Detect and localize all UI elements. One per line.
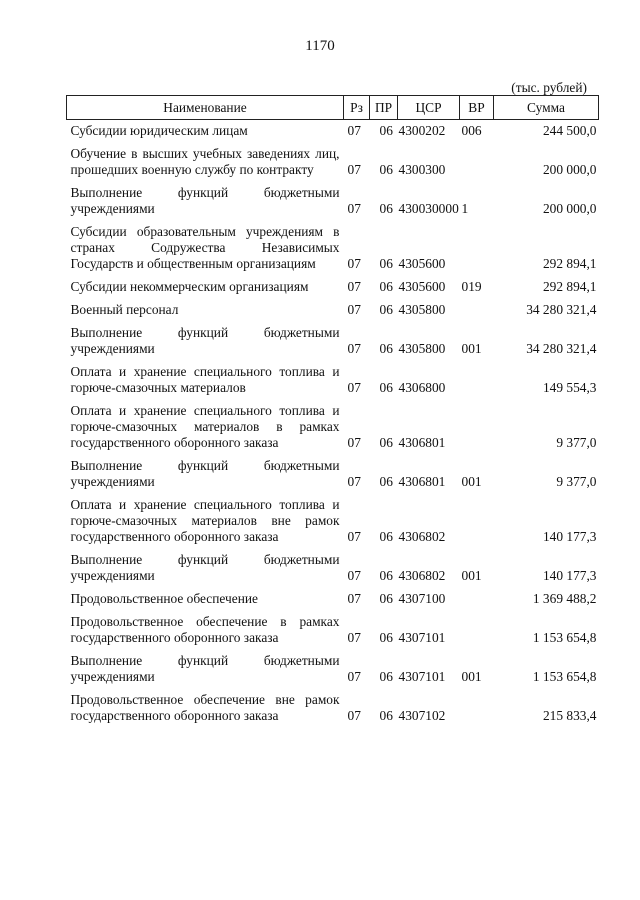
cell-vr: 006: [461, 123, 482, 138]
cell-vr: 001: [461, 341, 482, 356]
cell-pr: 06: [379, 201, 393, 216]
cell-rz: 07: [347, 474, 361, 489]
table-row: [67, 276, 599, 299]
table-row: [67, 455, 599, 494]
cell-sum: 34 280 321,4: [526, 302, 597, 317]
table-row: [67, 650, 599, 689]
cell-rz: 07: [347, 630, 361, 645]
table-row: [67, 494, 599, 549]
cell-rz: 07: [347, 201, 361, 216]
cell-rz: 07: [347, 162, 361, 177]
cell-name: Оплата и хранение специального топлива и горюче-смазочных материалов вне рамок государственного оборонного заказа: [70, 497, 340, 544]
cell-pr: 06: [379, 256, 393, 271]
cell-vr: 019: [461, 279, 482, 294]
cell-rz: 07: [347, 279, 361, 294]
cell-sum: 292 894,1: [542, 256, 597, 271]
cell-pr: 06: [379, 529, 393, 544]
table-row: [67, 549, 599, 588]
cell-pr: 06: [379, 669, 393, 684]
cell-sum: 140 177,3: [542, 529, 597, 544]
cell-rz: 07: [347, 435, 361, 450]
cell-sum: 1 153 654,8: [532, 669, 597, 684]
cell-name: Военный персонал: [70, 302, 179, 317]
cell-pr: 06: [379, 279, 393, 294]
header-pr: ПР: [370, 96, 398, 120]
table-row: [67, 221, 599, 276]
cell-vr: [460, 689, 494, 728]
table-row: [67, 588, 599, 611]
cell-name: Продовольственное обеспечение в рамках государственного оборонного заказа: [70, 614, 340, 645]
cell-csr: 430030000: [398, 201, 459, 216]
cell-csr: 4305800: [398, 302, 446, 317]
cell-name: Субсидии некоммерческим организациям: [70, 279, 309, 294]
table-row: [67, 120, 599, 144]
cell-rz: 07: [347, 708, 361, 723]
cell-rz: 07: [347, 123, 361, 138]
cell-sum: 1 153 654,8: [532, 630, 597, 645]
cell-pr: 06: [379, 474, 393, 489]
cell-sum: 200 000,0: [542, 201, 597, 216]
header-sum: Сумма: [494, 96, 599, 120]
cell-pr: 06: [379, 162, 393, 177]
cell-rz: 07: [347, 256, 361, 271]
header-name: Наименование: [67, 96, 344, 120]
cell-vr: 001: [461, 568, 482, 583]
cell-name: Обучение в высших учебных заведениях лиц, прошедших военную службу по контракту: [70, 146, 340, 177]
cell-csr: 4306801: [398, 435, 446, 450]
cell-sum: 140 177,3: [542, 568, 597, 583]
cell-rz: 07: [347, 591, 361, 606]
cell-rz: 07: [347, 380, 361, 395]
table-body: [67, 120, 599, 729]
cell-name: Оплата и хранение специального топлива и горюче-смазочных материалов в рамках государственного оборонного заказа: [70, 403, 340, 450]
cell-name: Выполнение функций бюджетными учреждениями: [70, 653, 340, 684]
cell-sum: 34 280 321,4: [526, 341, 597, 356]
cell-sum: 9 377,0: [556, 435, 597, 450]
cell-name: Выполнение функций бюджетными учреждениями: [70, 185, 340, 216]
cell-csr: 4306802: [398, 529, 446, 544]
table-row: [67, 361, 599, 400]
cell-pr: 06: [379, 568, 393, 583]
cell-sum: 1 369 488,2: [532, 591, 597, 606]
cell-csr: 4306801: [398, 474, 446, 489]
cell-rz: 07: [347, 341, 361, 356]
cell-name: Субсидии юридическим лицам: [70, 123, 248, 138]
cell-name: Субсидии образовательным учреждениям в странах Содружества Независимых Государств и общественным организациям: [70, 224, 340, 271]
cell-vr: [460, 143, 494, 182]
cell-vr: 001: [461, 474, 482, 489]
cell-name: Продовольственное обеспечение вне рамок государственного оборонного заказа: [70, 692, 340, 723]
cell-vr: [460, 611, 494, 650]
cell-csr: 4306802: [398, 568, 446, 583]
cell-sum: 215 833,4: [542, 708, 597, 723]
cell-pr: 06: [379, 302, 393, 317]
cell-name: Выполнение функций бюджетными учреждениями: [70, 458, 340, 489]
cell-sum: 292 894,1: [542, 279, 597, 294]
cell-csr: 4305800: [398, 341, 446, 356]
cell-vr: 1: [461, 201, 469, 216]
cell-name: Выполнение функций бюджетными учреждениями: [70, 552, 340, 583]
cell-pr: 06: [379, 380, 393, 395]
cell-csr: 4307100: [398, 591, 446, 606]
cell-rz: 07: [347, 529, 361, 544]
cell-pr: 06: [379, 435, 393, 450]
cell-vr: [460, 494, 494, 549]
table-row: [67, 143, 599, 182]
cell-name: Оплата и хранение специального топлива и горюче-смазочных материалов: [70, 364, 340, 395]
cell-name: Выполнение функций бюджетными учреждениями: [70, 325, 340, 356]
cell-sum: 200 000,0: [542, 162, 597, 177]
cell-csr: 4305600: [398, 279, 446, 294]
budget-table: [66, 95, 599, 728]
cell-vr: 001: [461, 669, 482, 684]
cell-name: Продовольственное обеспечение: [70, 591, 258, 606]
table-row: [67, 400, 599, 455]
cell-rz: 07: [347, 568, 361, 583]
cell-csr: 4300202: [398, 123, 446, 138]
page-number: 1170: [305, 38, 335, 54]
cell-csr: 4307101: [398, 630, 446, 645]
cell-sum: 9 377,0: [556, 474, 597, 489]
table-row: [67, 689, 599, 728]
cell-pr: 06: [379, 591, 393, 606]
cell-csr: 4300300: [398, 162, 446, 177]
cell-csr: 4305600: [398, 256, 446, 271]
cell-vr: [460, 361, 494, 400]
table-row: [67, 322, 599, 361]
header-csr: ЦСР: [398, 96, 460, 120]
cell-vr: [460, 299, 494, 322]
cell-csr: 4307101: [398, 669, 446, 684]
cell-vr: [460, 588, 494, 611]
header-rz: Рз: [344, 96, 370, 120]
units-note: (тыс. рублей): [511, 80, 587, 95]
cell-pr: 06: [379, 123, 393, 138]
cell-rz: 07: [347, 669, 361, 684]
cell-sum: 149 554,3: [542, 380, 597, 395]
cell-vr: [460, 221, 494, 276]
cell-pr: 06: [379, 630, 393, 645]
cell-rz: 07: [347, 302, 361, 317]
cell-csr: 4307102: [398, 708, 446, 723]
header-vr: ВР: [460, 96, 494, 120]
cell-csr: 4306800: [398, 380, 446, 395]
cell-sum: 244 500,0: [542, 123, 597, 138]
cell-vr: [460, 400, 494, 455]
cell-pr: 06: [379, 708, 393, 723]
table-row: [67, 182, 599, 221]
table-row: [67, 299, 599, 322]
table-header-row: [67, 96, 599, 120]
cell-pr: 06: [379, 341, 393, 356]
table-row: [67, 611, 599, 650]
